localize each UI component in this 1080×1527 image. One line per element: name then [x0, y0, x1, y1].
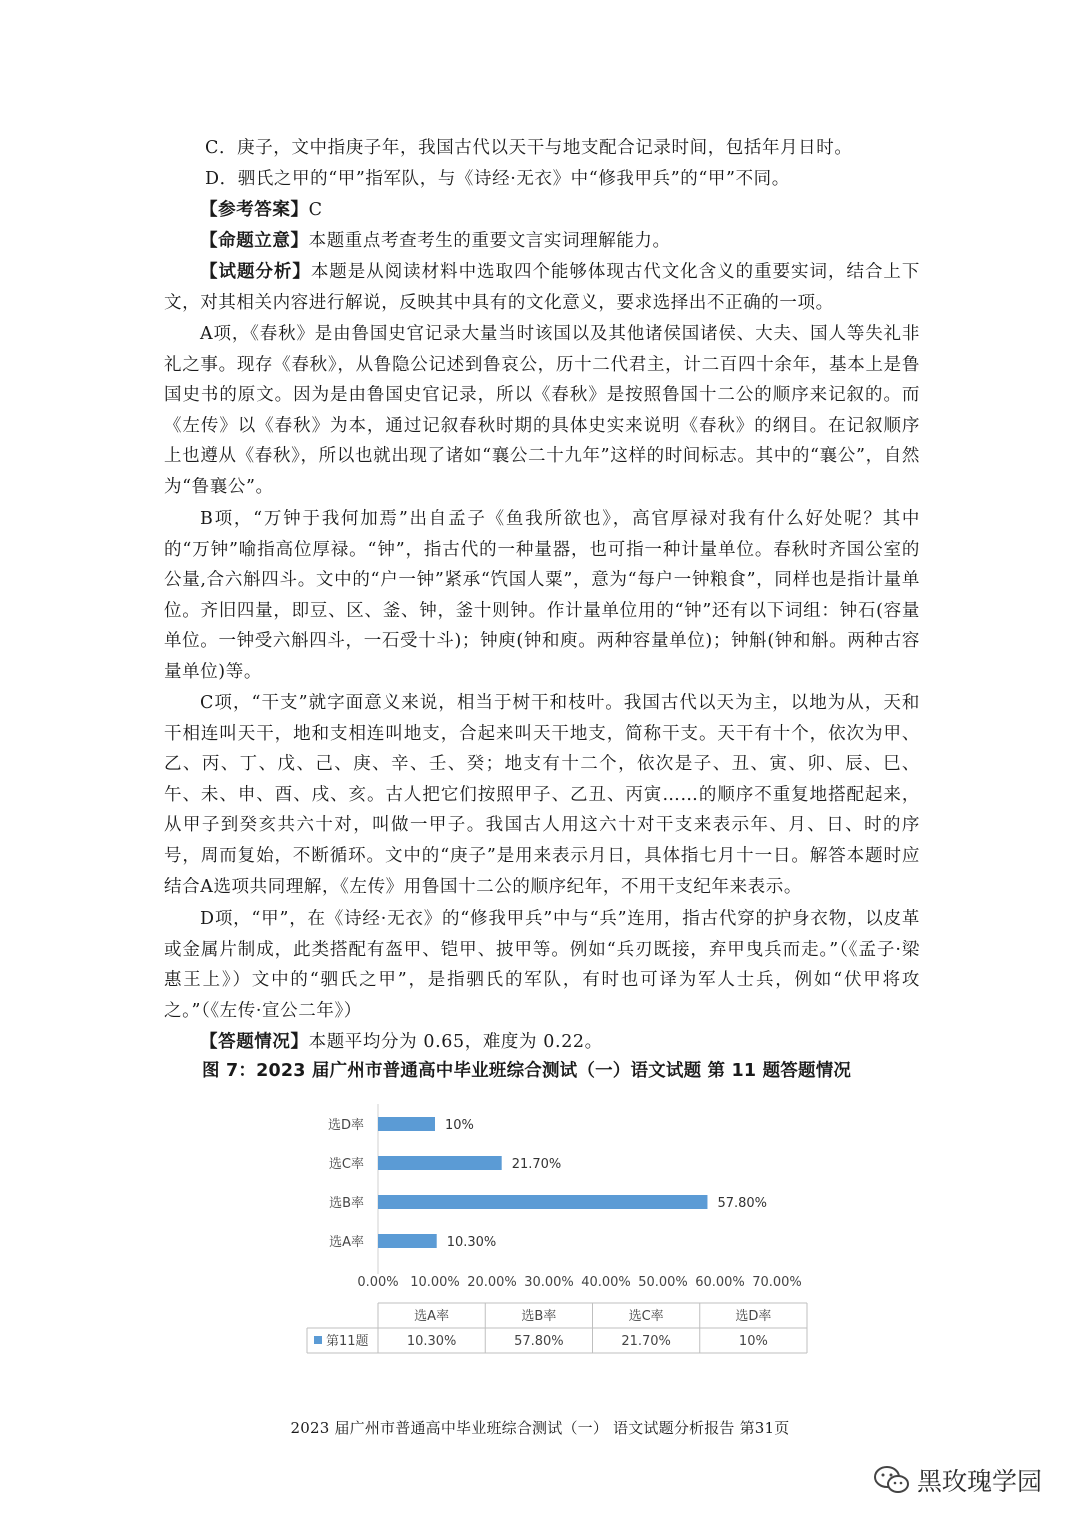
data-label-3: 21.70% — [511, 1157, 562, 1172]
intent-line — [200, 226, 956, 257]
table-cell-1: 10.30% — [406, 1334, 457, 1349]
data-label-1: 10.30% — [446, 1235, 497, 1250]
category-label-1: 选A率 — [329, 1235, 364, 1250]
intent-label: 【命题立意】 — [200, 231, 309, 251]
table-legend-key — [314, 1336, 322, 1344]
watermark — [873, 1462, 1042, 1498]
paragraph-d: D项，“甲”，在《诗经·无衣》的“修我甲兵”中与“兵”连用，指古代穿的护身衣物，以皮革或金属片制成，此类搭配有盔甲、铠甲、披甲等。例如“兵刃既接，弃甲曳兵而走。”（《孟子·梁惠王上》）文中的“驷氏之甲”，是指驷氏的军队，有时也可译为军人士兵，例如“伏甲将攻之。”（《左传·宣公二年》） — [164, 909, 920, 1021]
category-label-3: 选C率 — [328, 1157, 364, 1172]
answer-line — [200, 195, 956, 226]
data-label-4: 10% — [445, 1118, 474, 1133]
category-label-4: 选D率 — [327, 1118, 364, 1133]
x-tick-label-8: 70.00% — [752, 1275, 802, 1290]
x-tick-label-6: 50.00% — [638, 1275, 688, 1290]
bar-3 — [378, 1156, 502, 1170]
table-cell-3: 21.70% — [621, 1334, 671, 1349]
x-tick-label-1: 0.00% — [357, 1275, 399, 1290]
table-row-label: 第11题 — [326, 1334, 369, 1349]
table-cell-2: 57.80% — [514, 1334, 564, 1349]
x-tick-label-7: 60.00% — [695, 1275, 745, 1290]
category-label-2: 选B率 — [329, 1196, 364, 1211]
x-tick-label-3: 20.00% — [467, 1275, 517, 1290]
x-tick-label-2: 10.00% — [410, 1275, 460, 1290]
watermark-text: 黑玫瑰学园 — [916, 1467, 1042, 1496]
wechat-icon — [873, 1464, 911, 1496]
option-d: D．驷氏之甲的“甲”指军队，与《诗经·无衣》中“修我甲兵”的“甲”不同。 — [205, 169, 790, 189]
stats-label: 【答题情况】 — [200, 1032, 309, 1052]
x-tick-label-5: 40.00% — [581, 1275, 631, 1290]
bar-1 — [378, 1234, 437, 1248]
table-header-1: 选A率 — [414, 1309, 450, 1324]
figure-title: 图 7：2023 届广州市普通高中毕业班综合测试（一）语文试题 第 11 题答题情况 — [202, 1061, 852, 1081]
answer-value: C — [308, 200, 323, 220]
answer-label: 【参考答案】 — [200, 200, 309, 220]
option-c: C．庚子，文中指庚子年，我国古代以天干与地支配合记录时间，包括年月日时。 — [205, 138, 853, 158]
table-cell-4: 10% — [738, 1334, 768, 1349]
table-header-2: 选B率 — [521, 1309, 557, 1324]
analysis-paragraph — [164, 257, 920, 318]
bar-4 — [378, 1117, 435, 1131]
paragraph-c: C项，“干支”就字面意义来说，相当于树干和枝叶。我国古代以天为主，以地为从，天和干相连叫天干，地和支相连叫地支，合起来叫天干地支，简称干支。天干有十个，依次为甲、乙、丙、丁、戊、己、庚、辛、壬、癸；地支有十二个，依次是子、丑、寅、卯、辰、巳、午、未、申、酉、戌、亥。古人把它们按照甲子、乙丑、丙寅……的顺序不重复地搭配起来，从甲子到癸亥共六十对，叫做一甲子。我国古人用这六十对干支来表示年、月、日、时的序号，周而复始，不断循环。文中的“庚子”是用来表示月日，具体指七月十一日。解答本题时应结合A选项共同理解，《左传》用鲁国十二公的顺序纪年，不用干支纪年来表示。 — [164, 693, 920, 897]
stats-line — [200, 1027, 956, 1058]
table-header-3: 选C率 — [628, 1309, 664, 1324]
x-tick-label-4: 30.00% — [524, 1275, 574, 1290]
stats-text: 本题平均分为 0.65，难度为 0.22。 — [308, 1032, 603, 1052]
analysis-text: 本题是从阅读材料中选取四个能够体现古代文化含义的重要实词，结合上下文，对其相关内容进行解说，反映其中具有的文化意义，要求选择出不正确的一项。 — [164, 262, 920, 313]
bar-chart — [300, 1100, 820, 1365]
paragraph-b: B项，“万钟于我何加焉”出自孟子《鱼我所欲也》，高官厚禄对我有什么好处呢？其中的“万钟”喻指高位厚禄。“钟”，指古代的一种量器，也可指一种计量单位。春秋时齐国公室的公量,合六斛四斗。文中的“户一钟”紧承“饩国人粟”，意为“每户一钟粮食”，同样也是指计量单位。齐旧四量，即豆、区、釜、钟，釜十则钟。作计量单位用的“钟”还有以下词组：钟石(容量单位。一钟受六斛四斗，一石受十斗)；钟庾(钟和庾。两种容量单位)；钟斛(钟和斛。两种古容量单位)等。 — [164, 509, 920, 682]
bar-2 — [378, 1195, 707, 1209]
table-header-4: 选D率 — [735, 1309, 772, 1324]
data-label-2: 57.80% — [717, 1196, 768, 1211]
analysis-label: 【试题分析】 — [200, 262, 311, 282]
paragraph-a: A项，《春秋》是由鲁国史官记录大量当时该国以及其他诸侯国诸侯、大夫、国人等失礼非礼之事。现存《春秋》，从鲁隐公记述到鲁哀公，历十二代君主，计二百四十余年，基本上是鲁国史书的原文。因为是由鲁国史官记录，所以《春秋》是按照鲁国十二公的顺序来记叙的。而《左传》以《春秋》为本，通过记叙春秋时期的具体史实来说明《春秋》的纲目。在记叙顺序上也遵从《春秋》，所以也就出现了诸如“襄公二十九年”这样的时间标志。其中的“襄公”，自然为“鲁襄公”。 — [164, 324, 920, 497]
intent-text: 本题重点考查考生的重要文言实词理解能力。 — [308, 231, 671, 251]
page-footer: 2023 届广州市普通高中毕业班综合测试（一） 语文试题分析报告 第31页 — [290, 1419, 790, 1437]
